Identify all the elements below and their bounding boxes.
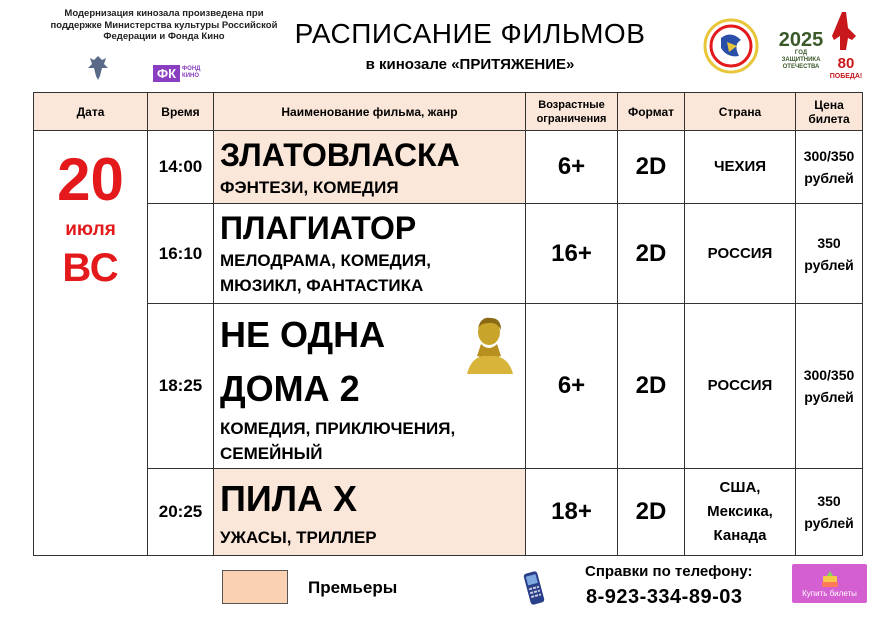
film-title: ЗЛАТОВЛАСКА xyxy=(220,137,460,173)
ticket-price xyxy=(796,204,863,304)
price-value: 300/350 xyxy=(803,148,855,164)
table-row xyxy=(34,131,863,204)
table-row xyxy=(34,469,863,556)
price-unit: рублей xyxy=(804,256,854,273)
film-cell xyxy=(214,131,526,204)
film-genre-line-2: СЕМЕЙНЫЙ xyxy=(220,444,323,463)
film-genre: ФЭНТЕЗИ, КОМЕДИЯ xyxy=(220,178,399,197)
fk-logo-sub: ФОНД КИНО xyxy=(182,66,201,79)
price-unit: рублей xyxy=(804,170,854,186)
header-date: Дата xyxy=(34,93,148,131)
film-genre-line-1: МЕЛОДРАМА, КОМЕДИЯ, xyxy=(220,251,431,270)
film-cell xyxy=(214,469,526,556)
phone-number: 8-923-334-89-03 xyxy=(586,586,743,608)
mobile-phone-icon xyxy=(520,570,548,606)
svg-text:80: 80 xyxy=(837,55,855,72)
film-genre-line-2: МЮЗИКЛ, ФАНТАСТИКА xyxy=(220,276,424,295)
film-genre-line-1: КОМЕДИЯ, ПРИКЛЮЧЕНИЯ, xyxy=(220,419,456,438)
film-country: РОССИЯ xyxy=(685,304,796,469)
table-header-row xyxy=(34,93,863,131)
price-value: 300/350 xyxy=(803,367,855,383)
year-2025-sub: ГОД ЗАЩИТНИКА ОТЕЧЕСТВА xyxy=(781,50,821,70)
price-unit: рублей xyxy=(804,389,854,405)
funding-note: Модернизация кинозала произведена при поддержке Министерства культуры Российской Федерации и Фонда Кино xyxy=(50,8,278,42)
film-country: РОССИЯ xyxy=(685,204,796,304)
film-country xyxy=(685,469,796,556)
film-title: ПЛАГИАТОР xyxy=(220,210,417,246)
svg-text:ПОБЕДА!: ПОБЕДА! xyxy=(829,73,863,80)
film-country: ЧЕХИЯ xyxy=(685,131,796,204)
schedule-table xyxy=(33,92,863,556)
buy-tickets-label: Купить билеты xyxy=(802,589,857,598)
age-rating: 18+ xyxy=(526,469,618,556)
premiere-legend-swatch xyxy=(222,570,288,604)
price-value: 350 xyxy=(817,493,841,509)
phone-info-title: Справки по телефону: xyxy=(585,563,753,580)
fond-kino-logo xyxy=(153,62,202,84)
date-day: 20 xyxy=(57,146,124,213)
age-rating: 6+ xyxy=(526,304,618,469)
victory-80-logo xyxy=(826,10,866,82)
header-age: Возрастные ограничения xyxy=(526,93,618,131)
header-format: Формат xyxy=(618,93,685,131)
showtime: 18:25 xyxy=(148,304,214,469)
film-format: 2D xyxy=(618,304,685,469)
film-format: 2D xyxy=(618,469,685,556)
ticket-price xyxy=(796,304,863,469)
country-line-1: США, xyxy=(719,479,761,496)
date-month: июля xyxy=(65,219,116,240)
price-unit: рублей xyxy=(804,515,854,531)
year-2025-text: 2025 xyxy=(778,29,824,51)
buy-tickets-button[interactable] xyxy=(792,564,867,603)
page-subtitle: в кинозале «ПРИТЯЖЕНИЕ» xyxy=(365,56,575,73)
film-title: ПИЛА X xyxy=(220,478,358,519)
date-weekday: ВС xyxy=(62,246,119,290)
table-row xyxy=(34,204,863,304)
showtime: 14:00 xyxy=(148,131,214,204)
age-rating: 16+ xyxy=(526,204,618,304)
film-title-line-1: НЕ ОДНА xyxy=(220,314,386,355)
film-cell xyxy=(214,204,526,304)
fk-logo-mark: ФК xyxy=(153,65,180,82)
showtime: 20:25 xyxy=(148,469,214,556)
header-country: Страна xyxy=(685,93,796,131)
header-time: Время xyxy=(148,93,214,131)
cinema-logo-icon xyxy=(703,18,759,74)
film-title-line-2: ДОМА 2 xyxy=(220,368,360,409)
ticket-price xyxy=(796,469,863,556)
film-cell xyxy=(214,304,526,469)
header-price: Цена билета xyxy=(796,93,863,131)
showtime: 16:10 xyxy=(148,204,214,304)
country-line-3: Канада xyxy=(713,527,767,544)
price-value: 350 xyxy=(817,234,841,251)
year-2025-logo xyxy=(776,30,826,71)
table-row xyxy=(34,304,863,469)
pushkin-bust-icon xyxy=(461,314,517,374)
ticket-price xyxy=(796,131,863,204)
tickets-icon xyxy=(820,570,840,588)
header-film: Наименование фильма, жанр xyxy=(214,93,526,131)
date-cell xyxy=(34,131,148,556)
country-line-2: Мексика, xyxy=(707,503,773,520)
film-format: 2D xyxy=(618,131,685,204)
film-genre: УЖАСЫ, ТРИЛЛЕР xyxy=(220,528,377,547)
page-title: РАСПИСАНИЕ ФИЛЬМОВ xyxy=(294,18,646,49)
ministry-emblem-icon xyxy=(86,54,110,82)
film-format: 2D xyxy=(618,204,685,304)
premiere-legend-label: Премьеры xyxy=(308,578,398,597)
age-rating: 6+ xyxy=(526,131,618,204)
